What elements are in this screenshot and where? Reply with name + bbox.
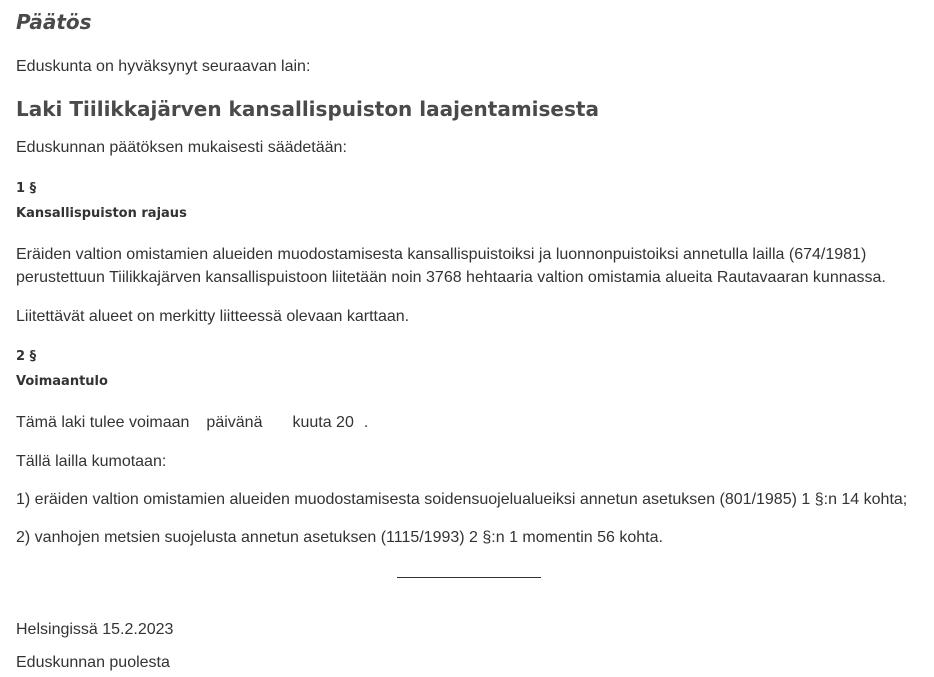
signing-on-behalf: Eduskunnan puolesta bbox=[16, 654, 170, 671]
signing-place-date: Helsingissä 15.2.2023 bbox=[16, 621, 174, 638]
intro-text: Eduskunta on hyväksynyt seuraavan lain: bbox=[16, 58, 311, 75]
section-2-paragraph-2: 1) eräiden valtion omistamien alueiden muodostamisesta soidensuojelualueiksi annetun asetuksen (801/1985) 1 §:n 14 kohta; bbox=[16, 491, 908, 508]
entry-into-force-part-4: . bbox=[363, 414, 369, 431]
entry-into-force-part-3: kuuta 20 bbox=[292, 414, 354, 431]
preamble-text: Eduskunnan päätöksen mukaisesti säädetään: bbox=[16, 139, 347, 156]
section-2-paragraph-1: Tällä lailla kumotaan: bbox=[16, 453, 167, 470]
section-2-number: 2 § bbox=[16, 349, 37, 364]
law-title: Laki Tiilikkajärven kansallispuiston laajentamisesta bbox=[16, 97, 599, 121]
entry-into-force-text bbox=[16, 411, 368, 435]
divider-line bbox=[397, 577, 541, 578]
section-2-title: Voimaantulo bbox=[16, 374, 108, 389]
section-1-title: Kansallispuiston rajaus bbox=[16, 206, 187, 221]
section-title: Päätös bbox=[16, 10, 92, 34]
section-2-paragraph-3: 2) vanhojen metsien suojelusta annetun asetuksen (1115/1993) 2 §:n 1 momentin 56 kohta. bbox=[16, 529, 663, 546]
section-1-paragraph-1: Eräiden valtion omistamien alueiden muodostamisesta kansallispuistoiksi ja luonnonpuistoiksi annetulla lailla (674/1981) perustettuun Tiilikkajärven kansallispuistoon liitetään noin 3768 hehtaaria valtion omistamia alueita Rautavaaran kunnassa. bbox=[16, 246, 886, 286]
entry-into-force-part-1: Tämä laki tulee voimaan bbox=[16, 414, 190, 431]
section-1-paragraph-2: Liitettävät alueet on merkitty liitteessä olevaan karttaan. bbox=[16, 308, 410, 325]
section-1-number: 1 § bbox=[16, 181, 37, 196]
entry-into-force-part-2: päivänä bbox=[206, 414, 263, 431]
